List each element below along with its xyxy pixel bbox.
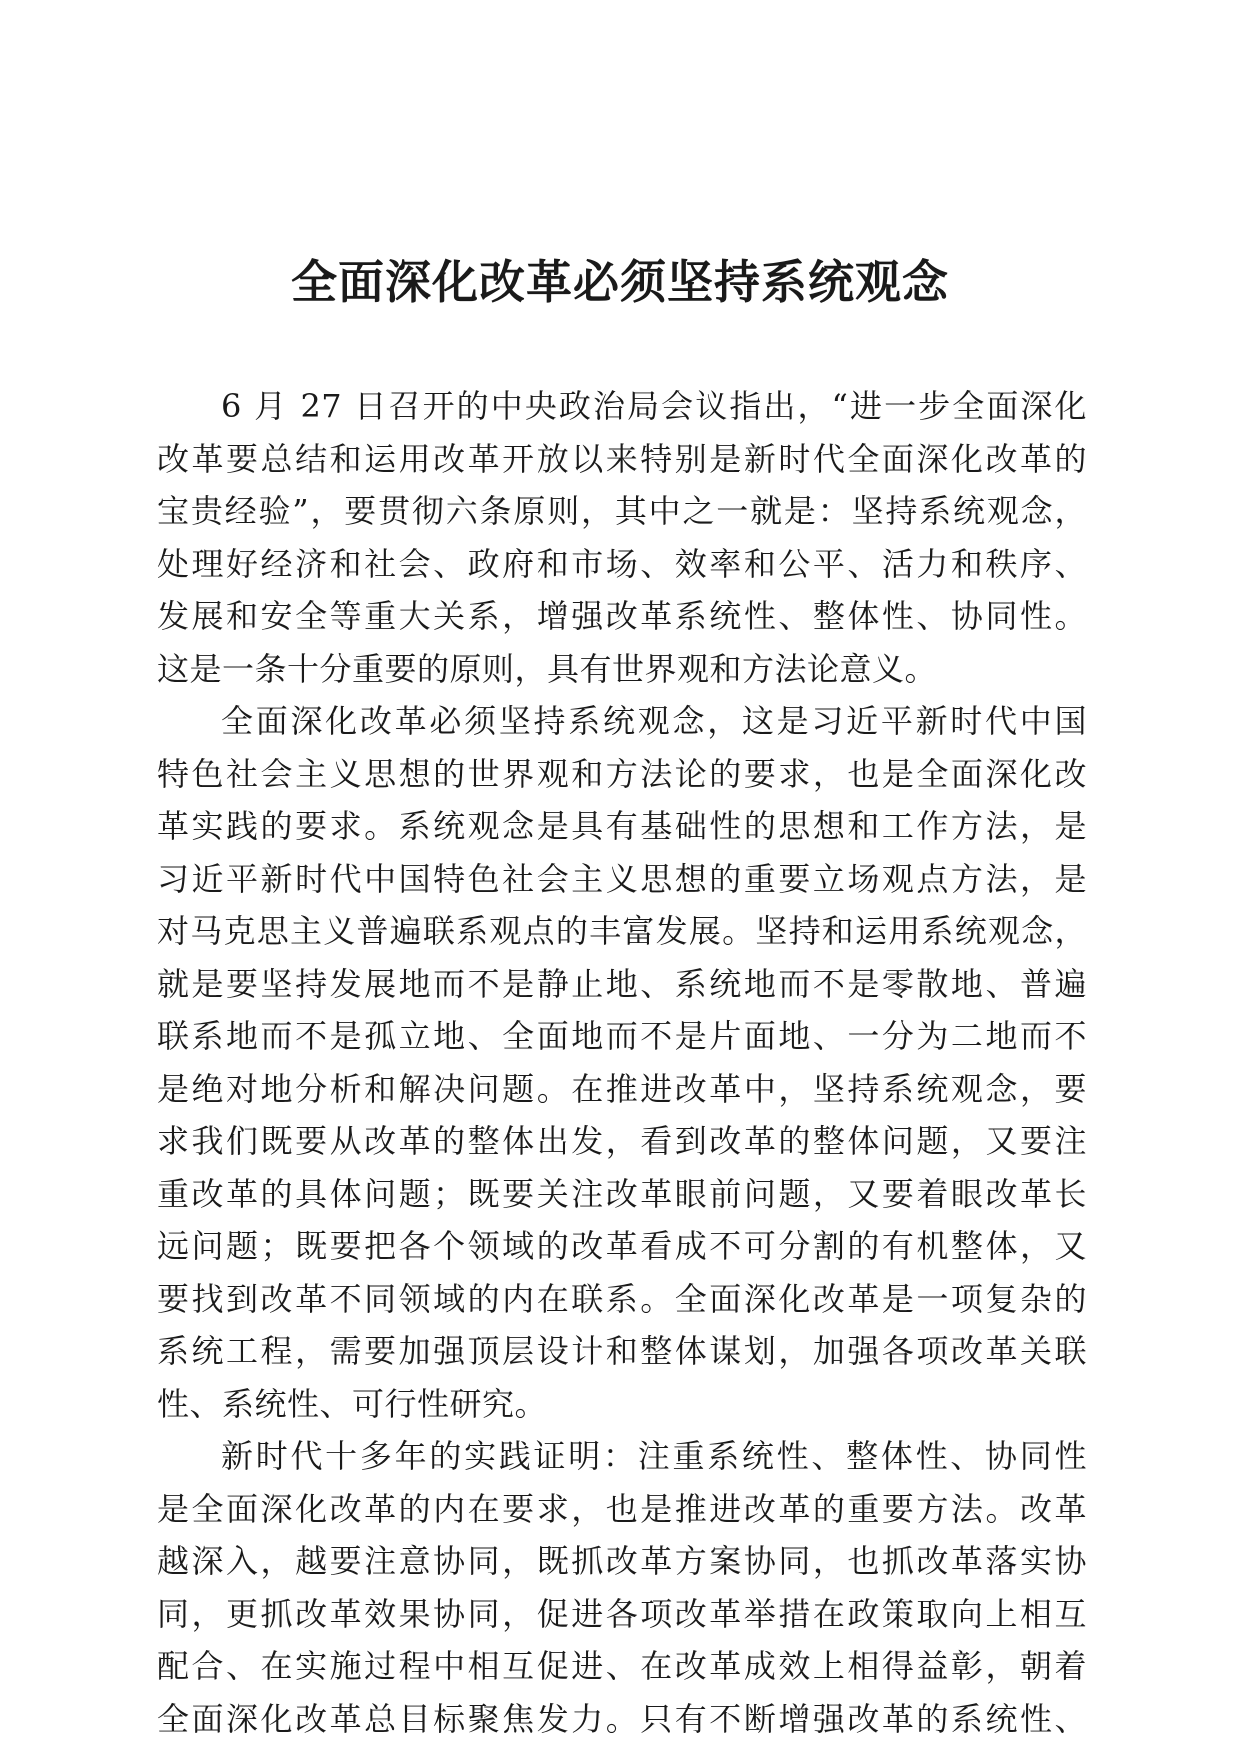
body-line: 这是一条十分重要的原则，具有世界观和方法论意义。 [157,649,938,688]
body-line: 重改革的具体问题；既要关注改革眼前问题，又要着眼改革长 [157,1174,1087,1213]
body-line: 是绝对地分析和解决问题。在推进改革中，坚持系统观念，要 [157,1069,1087,1108]
body-line: 新时代十多年的实践证明：注重系统性、整体性、协同性 [221,1437,1087,1475]
body-line: 6 月 27 日召开的中央政治局会议指出，“进一步全面深化 [221,387,1087,425]
body-line: 宝贵经验”，要贯彻六条原则，其中之一就是：坚持系统观念， [157,492,1087,530]
body-line: 系统工程，需要加强顶层设计和整体谋划，加强各项改革关联 [157,1332,1087,1370]
body-line: 改革要总结和运用改革开放以来特别是新时代全面深化改革的 [157,439,1087,478]
body-line: 是全面深化改革的内在要求，也是推进改革的重要方法。改革 [157,1489,1087,1528]
body-line: 远问题；既要把各个领域的改革看成不可分割的有机整体，又 [157,1227,1087,1265]
document-title: 全面深化改革必须坚持系统观念 [291,255,949,309]
document-body [157,380,1087,1745]
body-line: 就是要坚持发展地而不是静止地、系统地而不是零散地、普遍 [157,964,1087,1003]
body-line: 革实践的要求。系统观念是具有基础性的思想和工作方法，是 [157,807,1087,845]
body-line: 联系地而不是孤立地、全面地而不是片面地、一分为二地而不 [157,1017,1087,1055]
body-line: 要找到改革不同领域的内在联系。全面深化改革是一项复杂的 [157,1279,1087,1318]
body-line: 特色社会主义思想的世界观和方法论的要求，也是全面深化改 [157,754,1087,793]
body-line: 全面深化改革总目标聚焦发力。只有不断增强改革的系统性、 [157,1699,1087,1738]
body-line: 发展和安全等重大关系，增强改革系统性、整体性、协同性。 [157,597,1087,635]
body-line: 求我们既要从改革的整体出发，看到改革的整体问题，又要注 [157,1122,1087,1160]
body-line: 处理好经济和社会、政府和市场、效率和公平、活力和秩序、 [157,544,1087,583]
body-line: 全面深化改革必须坚持系统观念，这是习近平新时代中国 [221,702,1087,740]
body-line: 性、系统性、可行性研究。 [157,1384,548,1423]
body-line: 越深入，越要注意协同，既抓改革方案协同，也抓改革落实协 [157,1542,1087,1580]
body-line: 对马克思主义普遍联系观点的丰富发展。坚持和运用系统观念， [157,912,1087,950]
body-line: 习近平新时代中国特色社会主义思想的重要立场观点方法，是 [157,859,1087,898]
body-line: 配合、在实施过程中相互促进、在改革成效上相得益彰，朝着 [157,1647,1087,1685]
body-line: 同，更抓改革效果协同，促进各项改革举措在政策取向上相互 [157,1594,1087,1633]
